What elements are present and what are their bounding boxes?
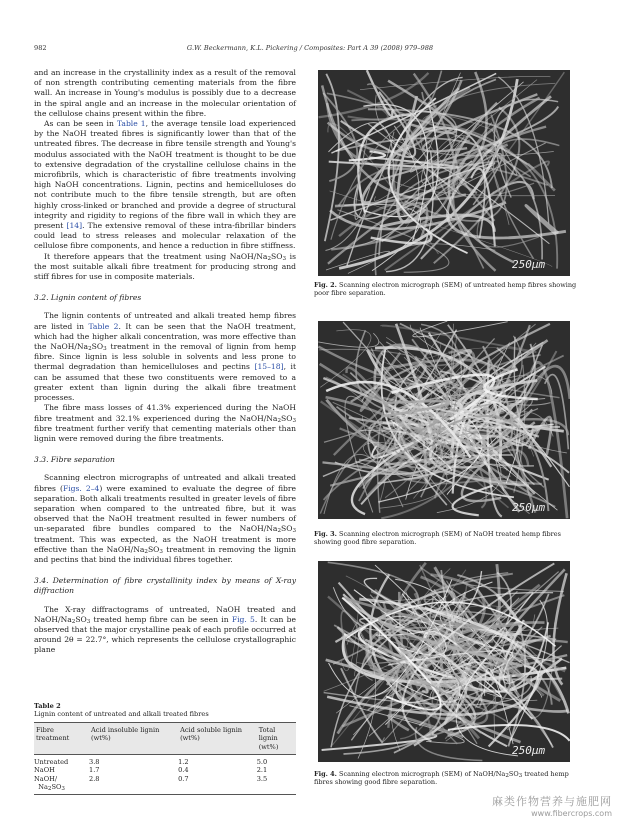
citation-link[interactable]: [14] <box>66 221 83 231</box>
sem-micrograph-fig3 <box>318 321 570 519</box>
table-row: Untreated 3.8 1.2 5.0 <box>34 758 268 767</box>
table-row: NaOH 1.7 0.4 2.1 <box>34 766 268 775</box>
paragraph: The fibre mass losses of 41.3% experienced during the NaOH fibre treatment and 32.1% experienced during the NaOH/$Na_2SO_3$ fibre treatment further verify that cementing materials other than lignin were removed during the fibre treatments. <box>34 403 296 443</box>
watermark-url: www.fibercrops.com <box>531 809 612 818</box>
scale-bar-label: 250μm <box>512 744 546 757</box>
section-heading-3-2: 3.2. Lignin content of fibres <box>34 293 142 303</box>
figure-3-caption: Fig. 3. Scanning electron micrograph (SEM) of NaOH treated hemp fibres showing good fibre separation. <box>314 530 561 547</box>
section-heading-3-3: 3.3. Fibre separation <box>34 455 115 465</box>
paragraph: Scanning electron micrographs of untreated and alkali treated fibres (Figs. 2–4) were examined to evaluate the degree of fibre separation. Both alkali treatments resulted in greater levels of fibre separation when compared to the untreated fibre, but it was observed that the NaOH treatment resulted in fewer numbers of un-separated fibre bundles compared to the NaOH/$Na_2SO_3$ treatment. This was expected, as the NaOH treatment is more effective than the NaOH/$Na_2SO_3$ treatment in removing the lignin and pectins that bind the individual fibres together. <box>34 473 296 564</box>
sem-micrograph-fig4 <box>318 561 570 762</box>
column-header: Total lignin (wt%) <box>257 722 296 754</box>
citation-link[interactable]: [15–18] <box>254 362 284 372</box>
table-2 <box>34 702 296 795</box>
table-header-row <box>34 722 296 754</box>
paragraph: It therefore appears that the treatment using NaOH/$Na_2SO_3$ is the most suitable alkali fibre treatment for producing strong and stiff fibres for use in composite materials. <box>34 251 296 282</box>
column-header: Fibre treatment <box>34 722 89 754</box>
running-title: G.W. Beckermann, K.L. Pickering / Composites: Part A 39 (2008) 979–988 <box>186 44 434 52</box>
paragraph: As can be seen in Table 1, the average tensile load experienced by the NaOH treated fibres is significantly lower than that of the untreated fibres. The decrease in fibre tensile strength and Young's modulus associated with the NaOH treatment is thought to be due to extensive degradation of the crystalline cellulose chains in the microfibrils, which is characteristic of fibre treatments involving high NaOH concentrations. Lignin, pectins and hemicelluloses do not contribute much to the fibre tensile strength, but are often highly cross-linked or branched and provide a degree of structural integrity and rigidity to regions of the fibre wall in which they are present [14]. The extensive removal of these intra-fibrillar binders could lead to stress releases and molecular relaxation of the cellulose fibre components, and hence a reduction in fibre stiffness. <box>34 119 297 251</box>
column-header: Acid soluble lignin (wt%) <box>178 722 257 754</box>
table-1-link[interactable]: Table 1 <box>116 119 146 129</box>
paragraph: and an increase in the crystallinity index as a result of the removal of non strength contributing cementing materials from the fibre wall. An increase in Young's modulus is possibly due to a decrease in the spiral angle and an increase in the molecular orientation of the cellulose chains present within the fibre. <box>34 68 296 118</box>
data-table <box>34 722 296 795</box>
table-title: Lignin content of untreated and alkali treated fibres <box>34 710 209 719</box>
watermark-text: 麻类作物营养与施肥网 <box>492 795 612 808</box>
watermark <box>492 793 612 818</box>
section-heading-3-4: 3.4. Determination of fibre crystallinity index by means of X-ray diffraction <box>34 576 296 596</box>
figure-4-caption: Fig. 4. Scanning electron micrograph (SEM) of NaOH/$Na_2SO_3$ treated hemp fibres showing good fibre separation. <box>314 770 569 787</box>
figures-link[interactable]: Figs. 2–4 <box>62 483 100 493</box>
table-2-link[interactable]: Table 2 <box>88 321 119 331</box>
figure-2-caption: Fig. 2. Scanning electron micrograph (SEM) of untreated hemp fibres showing poor fibre separation. <box>314 281 577 298</box>
page-number: 982 <box>34 44 47 52</box>
scale-bar-label: 250μm <box>512 258 546 271</box>
figure-5-link[interactable]: Fig. 5 <box>231 614 255 624</box>
paragraph: The lignin contents of untreated and alkali treated hemp fibres are listed in Table 2. It can be seen that the NaOH treatment, which had the higher alkali concentration, was more effective than the NaOH/$Na_2SO_3$ treatment in the removal of lignin from hemp fibre. Since lignin is less soluble in solvents and less prone to thermal degradation than hemicelluloses and pectins [15–18], it can be assumed that these two constituents were removed to a greater extent than lignin during the alkali fibre treatment processes. <box>34 311 297 403</box>
table-row: NaOH/ $Na_2SO_3$ 2.8 0.7 3.5 <box>34 775 296 794</box>
table-label: Table 2 <box>34 702 61 710</box>
sem-micrograph-fig2 <box>318 70 570 276</box>
scale-bar-label: 250μm <box>512 501 546 514</box>
paragraph: The X-ray diffractograms of untreated, NaOH treated and NaOH/$Na_2SO_3$ treated hemp fibre can be seen in Fig. 5. It can be observed that the major crystalline peak of each profile occurred at around 2θ = 22.7°, which represents the cellulose crystallographic plane <box>34 604 296 655</box>
left-column <box>34 68 296 656</box>
column-header: Acid insoluble lignin (wt%) <box>89 722 178 754</box>
